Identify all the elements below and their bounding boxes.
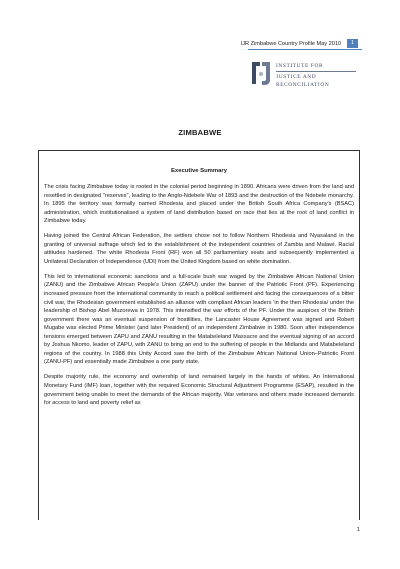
executive-summary-box bbox=[38, 150, 360, 520]
summary-paragraph-3: This led to international economic sanctions and a full-scale bush war waged by the Zimbabwe African National Union (ZANU) and the Zimbabwe African People's Union (ZAPU) under the banner of the Patriotic Front (PF). Experiencing increased pressure from the international community to reach a political settlement and facing the consequences of a bitter civil war, the Rhodesian government established an alliance with compliant African leaders 'in the then Rhodesia/ under the leadership of Bishop Abel Muzorewa in 1978. This intensified the war efforts of the PF. Under the auspices of the British government there was an eventual suspension of hostilities, the Lancaster House Agreement was signed and Robert Mugabe was elected Prime Minister (and later President) of an independent Zimbabwe in 1980. Soon after independence tensions emerged between ZAPU and ZANU resulting in the Matabeleland Massacre and the eventual signing of an accord by Joshua Nkomo, leader of ZAPU, with ZANU to bring an end to the suffering of people in the Midlands and Matabeleland regions of the country. In 1988 this Unity Accord saw the birth of the Zimbabwe African National Union–Patriotic Front (ZANU-PF) and essentially made Zimbabwe a one party state. bbox=[44, 273, 354, 366]
header-rule bbox=[248, 49, 362, 50]
summary-paragraph-1: The crisis facing Zimbabwe today is rooted in the colonial period beginning in 1890. Africans were driven from the land and resettled in designated "reserves", leading to the Anglo-Ndebele War of 1893 and the destruction of the Ndebele monarchy. In 1895 the territory was formally named Rhodesia and placed under the British South Africa Company's (BSAC) administration, which institutionalised a system of land distribution based on race that lies at the root of land conflict in Zimbabwe today. bbox=[44, 184, 354, 225]
page-badge: 1 bbox=[347, 39, 358, 48]
running-header bbox=[241, 39, 358, 48]
ijr-emblem-icon bbox=[248, 58, 274, 88]
ijr-logo bbox=[248, 56, 360, 92]
page-number: 1 bbox=[356, 527, 360, 533]
logo-line-1: INSTITUTE FOR bbox=[276, 63, 324, 69]
logo-divider bbox=[276, 71, 356, 72]
summary-paragraph-4: Despite majority rule, the economy and ownership of land remained largely in the hands of whites. An International Monetary Fund (IMF) loan, together with the required Economic Structural Adjustment Programme (ESAP), resulted in the government being unable to meet the demands of the African majority. War veterans and others made increased demands for access to land and poverty relief as bbox=[44, 374, 354, 407]
summary-heading: Executive Summary bbox=[171, 168, 227, 174]
summary-paragraph-2: Having joined the Central African Federation, the settlers chose not to follow Northern Rhodesia and Nyasaland in the granting of universal suffrage which led to the establishment of the independent countries of Zambia and Malawi. Racial attitudes hardened. The white Rhodesia Front (RF) won all 50 parliamentary seats and subsequently implemented a Unilateral Declaration of Independence (UDI) from the United Kingdom based on white domination. bbox=[44, 233, 354, 265]
logo-line-2: JUSTICE AND RECONCILIATION bbox=[276, 73, 330, 88]
running-title: IJR Zimbabwe Country Profile May 2010 bbox=[240, 40, 342, 47]
document-title: ZIMBABWE bbox=[178, 128, 222, 137]
